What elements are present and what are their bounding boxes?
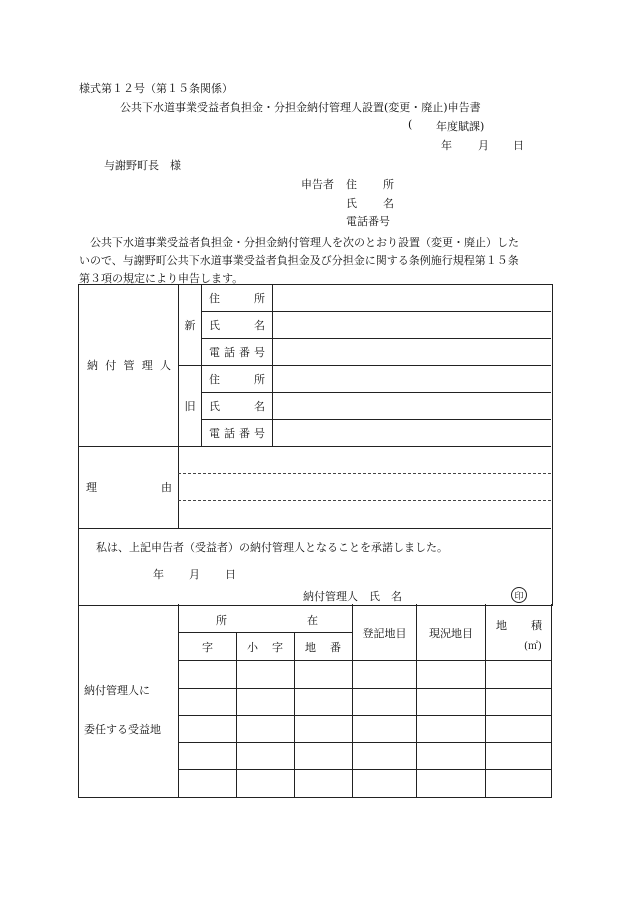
- declarant-address-label: 住 所: [346, 178, 394, 191]
- new-label: 新: [184, 318, 196, 332]
- consent-signer-label: 納付管理人 氏 名: [303, 590, 402, 603]
- aza-header: 字: [202, 640, 213, 654]
- old-phone-field[interactable]: [273, 420, 550, 446]
- header-date-year: 年: [441, 139, 452, 152]
- old-name-field[interactable]: [273, 393, 550, 419]
- chiban-header: 地 番: [305, 640, 341, 654]
- old-address-field[interactable]: [273, 366, 550, 392]
- addressee: 与謝野町長 様: [104, 159, 181, 172]
- parcels-label-line1: 納付管理人に: [84, 684, 150, 697]
- new-phone-label: 電 話 番 号: [209, 345, 265, 359]
- body-line-1: 公共下水道事業受益者負担金・分担金納付管理人を次のとおり設置（変更・廃止）した: [90, 236, 519, 249]
- new-address-label: 住 所: [209, 291, 265, 305]
- reason-field[interactable]: [179, 447, 550, 527]
- body-line-3: 第３項の規定により申告します。: [79, 272, 244, 285]
- old-label: 旧: [184, 399, 196, 413]
- fiscal-year-label: 年度賦課): [436, 120, 485, 133]
- fiscal-year-open: (: [408, 118, 413, 131]
- consent-date-year: 年: [153, 568, 164, 581]
- new-name-label: 氏 名: [209, 318, 265, 332]
- area-header: 地 積: [496, 619, 542, 632]
- body-line-2: いので、与謝野町公共下水道事業受益者負担金及び分担金に関する条例施行規程第１５条: [79, 254, 519, 267]
- area-unit: (㎡): [524, 641, 542, 652]
- form-title: 公共下水道事業受益者負担金・分担金納付管理人設置(変更・廃止)申告書: [120, 101, 481, 114]
- parcels-label-line2: 委任する受益地: [84, 723, 161, 736]
- old-name-label: 氏 名: [209, 399, 265, 413]
- declarant-phone-label: 電話番号: [346, 215, 390, 228]
- declarant-role: 申告者: [301, 178, 334, 191]
- current-category-header: 現況地目: [429, 626, 473, 640]
- old-phone-label: 電 話 番 号: [209, 426, 265, 440]
- header-date-day: 日: [513, 139, 524, 152]
- new-phone-field[interactable]: [273, 339, 550, 365]
- form-number: 様式第１２号（第１５条関係）: [79, 82, 233, 95]
- declarant-name-label: 氏 名: [346, 197, 394, 210]
- consent-text: 私は、上記申告者（受益者）の納付管理人となることを承諾しました。: [96, 541, 448, 554]
- consent-date-month: 月: [189, 568, 200, 581]
- header-date-month: 月: [478, 139, 489, 152]
- new-address-field[interactable]: [273, 285, 550, 311]
- new-name-field[interactable]: [273, 312, 550, 338]
- registered-category-header: 登記地目: [362, 626, 407, 640]
- location-header: 所 在: [216, 614, 318, 627]
- old-address-label: 住 所: [209, 372, 265, 386]
- reason-label: 理 由: [86, 481, 172, 494]
- seal-mark: 印: [511, 587, 527, 603]
- consent-date-day: 日: [225, 568, 236, 581]
- koaza-header: 小 字: [247, 640, 283, 654]
- manager-label: 納 付 管 理 人: [87, 359, 171, 372]
